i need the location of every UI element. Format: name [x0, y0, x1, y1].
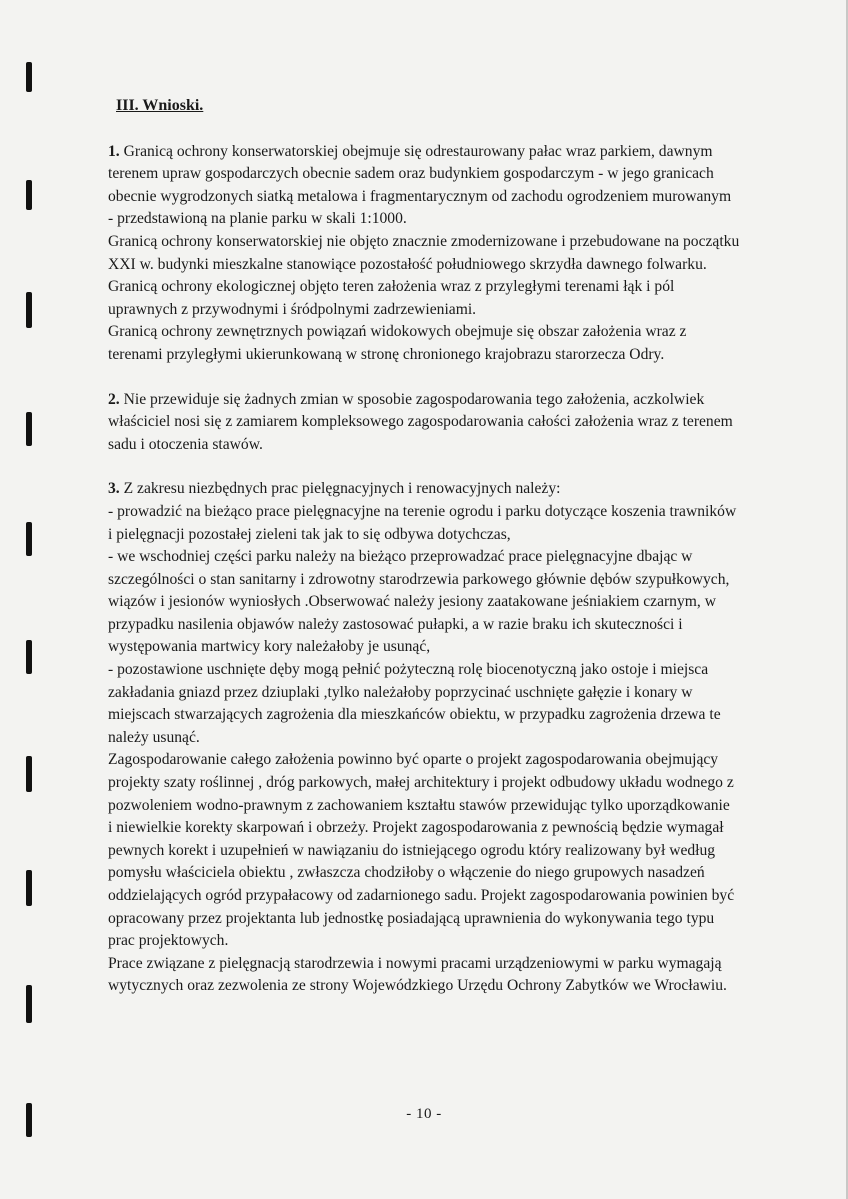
- conclusion-1: [108, 141, 816, 367]
- line-text: wytycznych oraz zezwolenia ze strony Wojewódzkiego Urzędu Ochrony Zabytków we Wrocławiu.: [108, 977, 727, 995]
- line-text: i pielęgnacji pozostałej zieleni tak jak to się odbywa dotychczas,: [108, 525, 511, 543]
- binding-mark: [26, 62, 32, 92]
- text-line: [108, 908, 816, 931]
- line-text: XXI w. budynki mieszkalne stanowiące pozostałość południowego skrzydła dawnego folwarku.: [108, 255, 707, 273]
- text-line: [108, 885, 816, 908]
- line-text: Granicą ochrony konserwatorskiej nie objęto znacznie zmodernizowane i przebudowane na początku: [108, 232, 740, 250]
- line-text: obecnie wygrodzonych siatką metalowa i fragmentarycznym od zachodu ogrodzeniem murowanym: [108, 187, 732, 205]
- line-text: pomysłu właściciela obiektu , zwłaszcza chodziłoby o włączenie do niego grupowych nasadzeń: [108, 864, 705, 882]
- line-text: - przedstawioną na planie parku w skali 1:1000.: [108, 210, 407, 228]
- text-line: [108, 704, 816, 727]
- text-line: [108, 591, 816, 614]
- text-line: [108, 208, 816, 231]
- text-line: [108, 524, 816, 547]
- line-text: - we wschodniej części parku należy na bieżąco przeprowadzać prace pielęgnacyjne dbając w: [108, 548, 693, 566]
- line-text: przypadku nasilenia objawów należy zastosować pułapki, a w razie braku ich skuteczności i: [108, 615, 683, 633]
- text-line: [108, 501, 816, 524]
- text-line: [108, 636, 816, 659]
- item-number: 3.: [108, 480, 120, 498]
- line-text: należy usunąć.: [108, 728, 200, 746]
- text-line: [108, 772, 816, 795]
- line-text: wiązów i jesionów wyniosłych .Obserwować należy jesiony zaatakowane jeśniakiem czarnym, w: [108, 593, 716, 611]
- line-text: występowania martwicy kory należałoby je usunąć,: [108, 638, 431, 656]
- line-text: miejscach stwarzających zagrożenia dla mieszkańców obiektu, w przypadku zagrożenia drzewa te: [108, 706, 721, 724]
- text-line: [108, 389, 816, 412]
- text-line: [108, 163, 816, 186]
- text-line: [108, 659, 816, 682]
- text-line: [108, 276, 816, 299]
- conclusion-2: [108, 389, 816, 457]
- line-text: Zagospodarowanie całego założenia powinno być oparte o projekt zagospodarowania obejmujący: [108, 751, 719, 769]
- binding-mark: [26, 522, 32, 556]
- text-line: [108, 434, 816, 457]
- text-line: [108, 862, 816, 885]
- text-line: [108, 840, 816, 863]
- line-text: uprawnych z przywodnymi i śródpolnymi zadrzewieniami.: [108, 300, 477, 318]
- binding-mark: [26, 640, 32, 674]
- binding-mark: [26, 412, 32, 446]
- binding-mark: [26, 870, 32, 906]
- text-line: [108, 141, 816, 164]
- line-text: opracowany przez projektanta lub jednostkę posiadającą uprawnienia do wykonywania tego typu: [108, 909, 715, 927]
- conclusion-3: [108, 478, 816, 998]
- binding-mark: [26, 292, 32, 328]
- line-text: Granicą ochrony konserwatorskiej obejmuje się odrestaurowany pałac wraz parkiem, dawnym: [123, 142, 713, 160]
- line-text: terenami przyległymi ukierunkowaną w stronę chronionego krajobrazu starorzecza Odry.: [108, 345, 665, 363]
- line-text: szczególności o stan sanitarny i zdrowotny starodrzewia parkowego głównie dębów szypułkowych,: [108, 570, 730, 588]
- line-text: pozwoleniem wodno-prawnym z zachowaniem kształtu stawów przewidując tylko uporządkowanie: [108, 796, 730, 814]
- text-line: [108, 795, 816, 818]
- binding-mark: [26, 180, 32, 210]
- text-line: [108, 231, 816, 254]
- text-line: [108, 953, 816, 976]
- line-text: prac projektowych.: [108, 932, 229, 950]
- page-number: - 10 -: [406, 1106, 442, 1122]
- line-text: terenem upraw gospodarczych obecnie sadem oraz budynkiem gospodarczym - w jego granicach: [108, 165, 714, 183]
- line-text: oddzielających ogród przypałacowy od zadarnionego sadu. Projekt zagospodarowania powinien być: [108, 887, 735, 904]
- text-line: [108, 569, 816, 592]
- text-line: [108, 344, 816, 367]
- binding-mark: [26, 756, 32, 792]
- line-text: pewnych korekt i uzupełnień w nawiązaniu do istniejącego ogrodu który realizowany był według: [108, 841, 716, 859]
- text-line: [108, 186, 816, 209]
- text-line: [108, 299, 816, 322]
- text-line: [108, 817, 816, 840]
- item-number: 1.: [108, 142, 120, 160]
- text-line: [108, 682, 816, 705]
- text-line: [108, 614, 816, 637]
- text-line: [108, 411, 816, 434]
- text-line: [108, 727, 816, 750]
- item-number: 2.: [108, 390, 120, 408]
- line-text: Granicą ochrony zewnętrznych powiązań widokowych obejmuje się obszar założenia wraz z: [108, 323, 687, 341]
- text-line: [108, 930, 816, 953]
- line-text: projekty szaty roślinnej , dróg parkowych, małej architektury i projekt odbudowy układu wodnego z: [108, 774, 734, 792]
- text-line: [108, 975, 816, 998]
- line-text: - prowadzić na bieżąco prace pielęgnacyjne na terenie ogrodu i parku dotyczące koszenia trawników: [108, 502, 737, 520]
- text-line: [108, 546, 816, 569]
- line-text: i niewielkie korekty skarpowań i obrzeży. Projekt zagospodarowania z pewnością będzie wymagał: [108, 819, 724, 837]
- document-body: [108, 95, 816, 998]
- line-text: - pozostawione uschnięte dęby mogą pełnić pożyteczną rolę biocenotyczną jako ostoje i miejsca: [108, 661, 709, 679]
- line-text: sadu i otoczenia stawów.: [108, 435, 263, 453]
- section-heading: III. Wnioski.: [116, 97, 204, 114]
- line-text: Prace związane z pielęgnacją starodrzewia i nowymi pracami urządzeniowymi w parku wymagają: [108, 954, 722, 972]
- line-text: zakładania gniazd przez dziuplaki ,tylko należałoby poprzycinać uschnięte gałęzie i konary w: [108, 683, 693, 701]
- line-text: Nie przewiduje się żadnych zmian w sposobie zagospodarowania tego założenia, aczkolwiek: [123, 390, 705, 408]
- line-text: Z zakresu niezbędnych prac pielęgnacyjnych i renowacyjnych należy:: [123, 480, 561, 498]
- binding-mark: [26, 985, 32, 1023]
- line-text: właściciel nosi się z zamiarem kompleksowego zagospodarowania całości założenia wraz z terenem: [108, 413, 733, 431]
- text-line: [108, 254, 816, 277]
- text-line: [108, 321, 816, 344]
- line-text: Granicą ochrony ekologicznej objęto teren założenia wraz z przyległymi terenami łąk i pól: [108, 278, 675, 296]
- text-line: [108, 478, 816, 501]
- text-line: [108, 749, 816, 772]
